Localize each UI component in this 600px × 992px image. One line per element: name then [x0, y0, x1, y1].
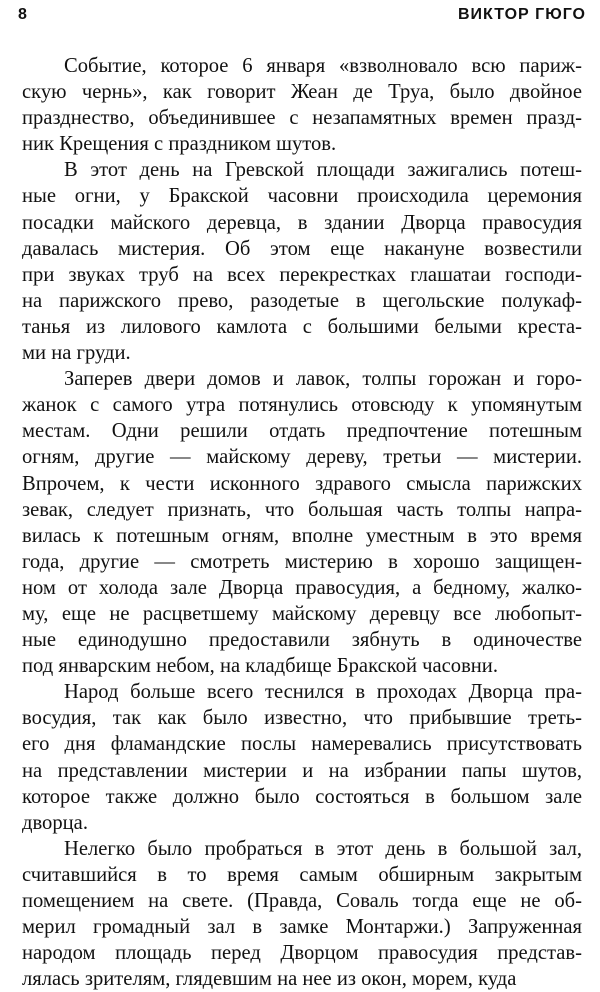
text-line: танья из лилового камлота с большими белыми креста-	[22, 315, 582, 338]
page-header	[18, 6, 586, 30]
paragraph	[22, 366, 582, 679]
text-line: ные огни, у Бракской часовни происходила церемония	[22, 185, 582, 208]
text-line: считавшийся в то время самым обширным закрытым	[22, 863, 582, 886]
text-line: В этот день на Гревской площади зажигались потеш-	[64, 159, 582, 182]
text-line: празднество, объединившее с незапамятных времен празд-	[22, 107, 582, 130]
text-line: ник Крещения с праздником шутов.	[22, 133, 337, 156]
text-line: на парижского прево, разодетые в щегольские полукаф-	[22, 289, 582, 312]
text-line: Заперев двери домов и лавок, толпы горожан и горо-	[64, 368, 582, 391]
text-line: дворца.	[22, 811, 88, 834]
text-line: под январским небом, на кладбище Бракской часовни.	[22, 655, 498, 678]
text-line: зевак, следует признать, что большая часть толпы напра-	[22, 498, 582, 521]
text-line: Народ больше всего теснился в проходах Дворца пра-	[64, 681, 582, 704]
text-line: местам. Одни решили отдать предпочтение потешным	[22, 420, 582, 443]
text-line: лялась зрителям, глядевшим на нее из окон, морем, куда	[22, 968, 517, 991]
paragraph	[22, 53, 582, 157]
text-line: му, еще не расцветшему майскому деревцу все любопыт-	[22, 602, 582, 625]
text-line: огням, другие — майскому дереву, третьи — мистерии.	[22, 446, 582, 469]
paragraph	[22, 679, 582, 836]
text-line: которое также должно было состояться в большом зале	[22, 785, 582, 808]
text-line: давалась мистерия. Об этом еще накануне возвестили	[22, 237, 582, 260]
text-line: ми на груди.	[22, 342, 131, 365]
paragraph	[22, 836, 582, 992]
text-line: Нелегко было пробраться в этот день в большой зал,	[64, 837, 582, 860]
text-line: мерил громадный зал в замке Монтаржи.) Запруженная	[22, 916, 582, 939]
text-line: посадки майского деревца, в здании Дворца правосудия	[22, 211, 582, 234]
text-line: вилась к потешным огням, вполне уместным в это время	[22, 524, 582, 547]
text-line: восудия, так как было известно, что прибывшие треть-	[22, 707, 582, 730]
text-line: ном от холода зале Дворца правосудия, а бедному, жалко-	[22, 576, 582, 599]
running-head-author: ВИКТОР ГЮГО	[457, 6, 586, 23]
text-line: Событие, которое 6 января «взволновало всю париж-	[64, 55, 582, 77]
text-line: жанок с самого утра потянулись отовсюду к упомянутым	[22, 394, 582, 417]
text-line: при звуках труб на всех перекрестках глашатаи господи-	[22, 263, 582, 286]
text-line: помещением на свете. (Правда, Соваль тогда еще не об-	[22, 890, 582, 912]
text-line: Впрочем, к чести исконного здравого смысла парижских	[22, 472, 582, 495]
page-number: 8	[18, 6, 27, 23]
text-line: его дня фламандские послы намеревались присутствовать	[22, 733, 582, 756]
text-line: скую чернь», как говорит Жеан де Труа, было двойное	[22, 81, 582, 104]
text-line: на представлении мистерии и на избрании папы шутов,	[22, 759, 582, 782]
paragraph	[22, 157, 582, 366]
text-line: ные единодушно предоставили зябнуть в одиночестве	[22, 629, 582, 652]
text-line: народом площадь перед Дворцом правосудия представ-	[22, 942, 582, 965]
text-line: года, другие — смотреть мистерию в хорошо защищен-	[22, 550, 582, 573]
text-body	[22, 53, 582, 992]
